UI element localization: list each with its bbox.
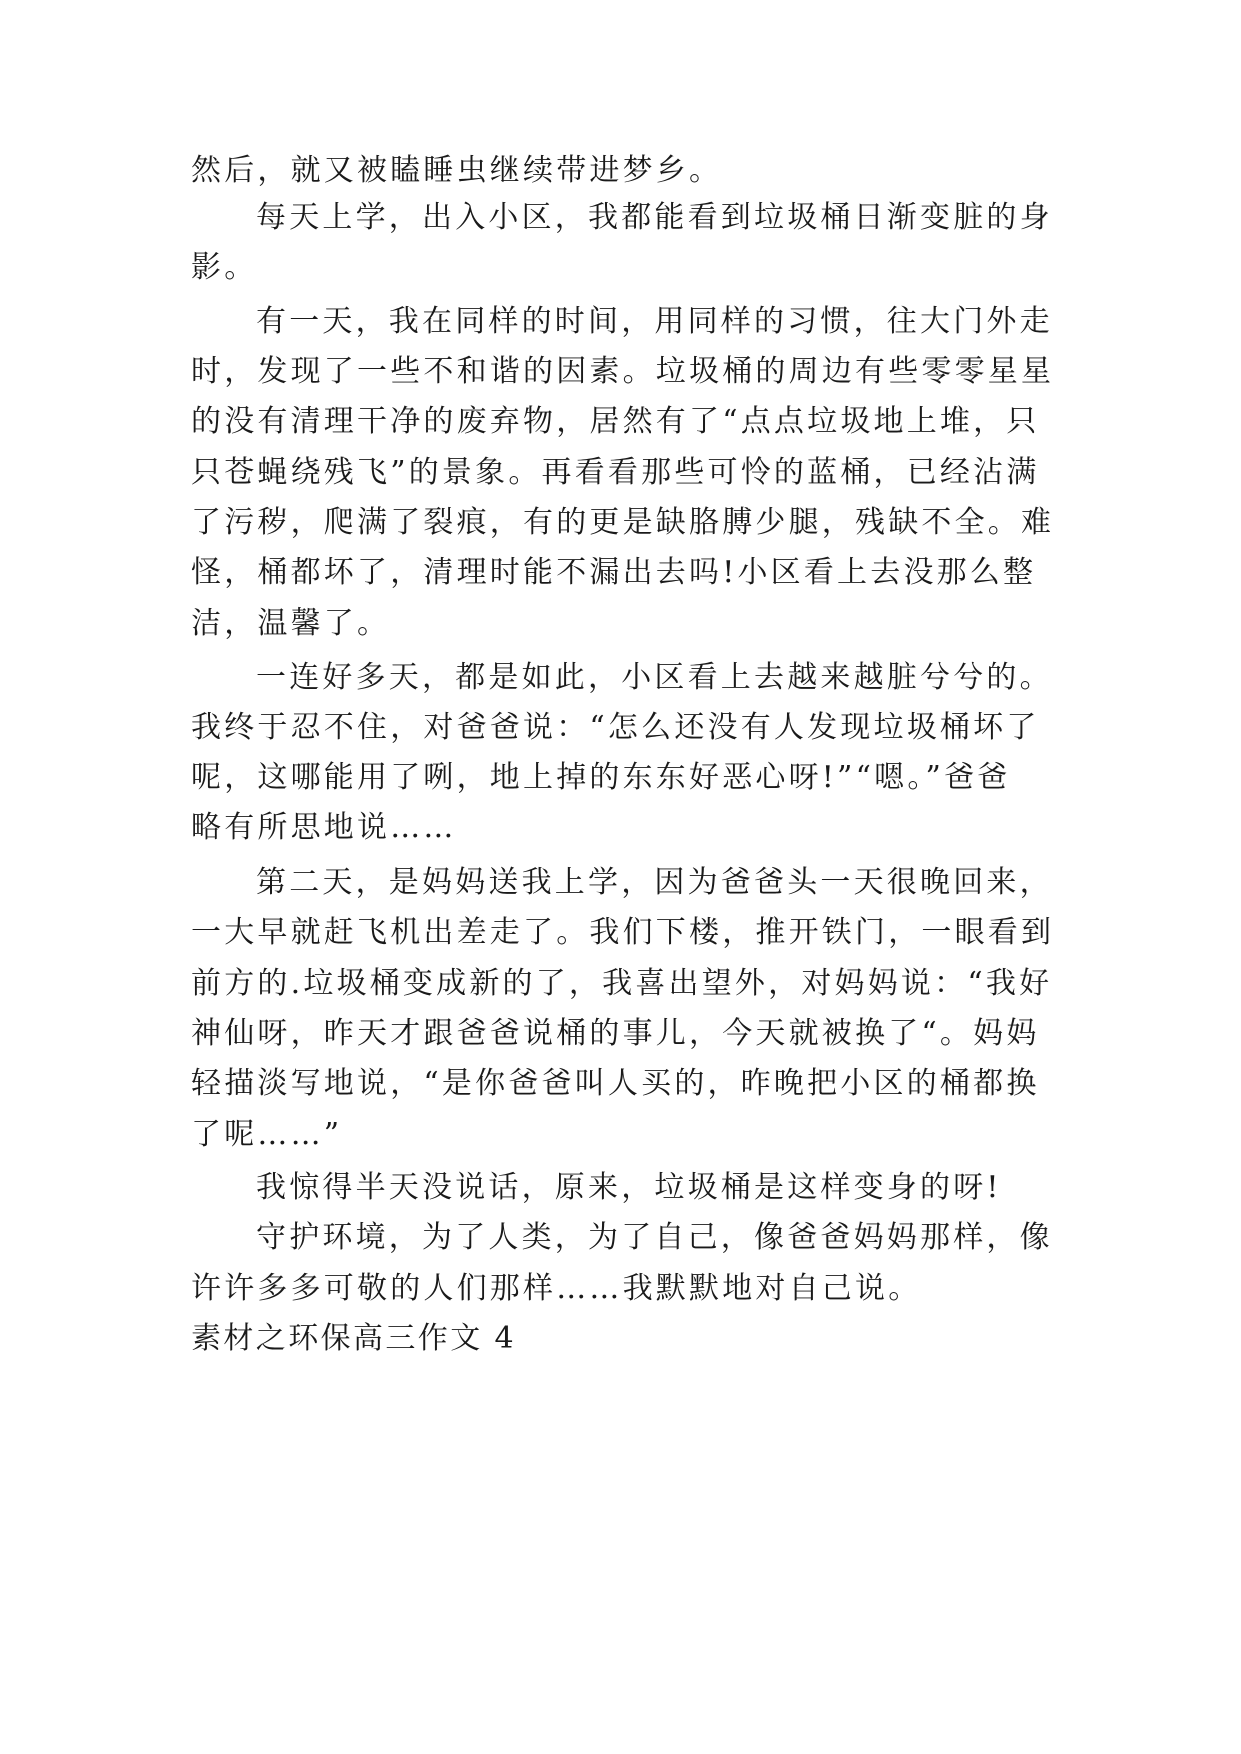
text-line: 神仙呀，昨天才跟爸爸说桶的事儿，今天就被换了“。妈妈 xyxy=(191,1016,1040,1051)
text-line: 我终于忍不住，对爸爸说：“怎么还没有人发现垃圾桶坏了 xyxy=(191,710,1040,745)
text-line: 然后，就又被瞌睡虫继续带进梦乡。 xyxy=(191,153,723,188)
paragraph-first-line: 一连好多天，都是如此，小区看上去越来越脏兮兮的。 xyxy=(256,660,1053,695)
text-line: 洁，温馨了。 xyxy=(191,606,391,641)
text-line: 怪，桶都坏了，清理时能不漏出去吗!小区看上去没那么整 xyxy=(191,555,1037,590)
text-line: 影。 xyxy=(191,250,258,285)
text-line: 许许多多可敬的人们那样……我默默地对自己说。 xyxy=(191,1271,922,1306)
text-line: 一大早就赶飞机出差走了。我们下楼，推开铁门，一眼看到 xyxy=(191,915,1055,950)
section-heading: 素材之环保高三作文 4 xyxy=(191,1321,517,1356)
text-line: 时，发现了一些不和谐的因素。垃圾桶的周边有些零零星星 xyxy=(191,354,1055,389)
text-line: 只苍蝇绕残飞”的景象。再看看那些可怜的蓝桶，已经沾满 xyxy=(191,455,1040,490)
paragraph-first-line: 有一天，我在同样的时间，用同样的习惯，往大门外走 xyxy=(256,304,1053,339)
paragraph-first-line: 守护环境，为了人类，为了自己，像爸爸妈妈那样，像 xyxy=(256,1220,1053,1255)
paragraph-first-line: 我惊得半天没说话，原来，垃圾桶是这样变身的呀! xyxy=(256,1170,1002,1205)
paragraph-first-line: 第二天，是妈妈送我上学，因为爸爸头一天很晚回来， xyxy=(256,865,1053,900)
text-line: 前方的.垃圾桶变成新的了，我喜出望外，对妈妈说：“我好 xyxy=(191,966,1053,1001)
text-line: 了呢……” xyxy=(191,1117,343,1152)
text-line: 轻描淡写地说，“是你爸爸叫人买的，昨晚把小区的桶都换 xyxy=(191,1066,1040,1101)
text-line: 呢，这哪能用了咧，地上掉的东东好恶心呀!”“嗯。”爸爸 xyxy=(191,760,1011,795)
paragraph-first-line: 每天上学，出入小区，我都能看到垃圾桶日渐变脏的身 xyxy=(256,200,1053,235)
text-line: 了污秽，爬满了裂痕，有的更是缺胳膊少腿，残缺不全。难 xyxy=(191,505,1055,540)
text-line: 略有所思地说…… xyxy=(191,810,457,845)
text-line: 的没有清理干净的废弃物，居然有了“点点垃圾地上堆，只 xyxy=(191,404,1040,439)
